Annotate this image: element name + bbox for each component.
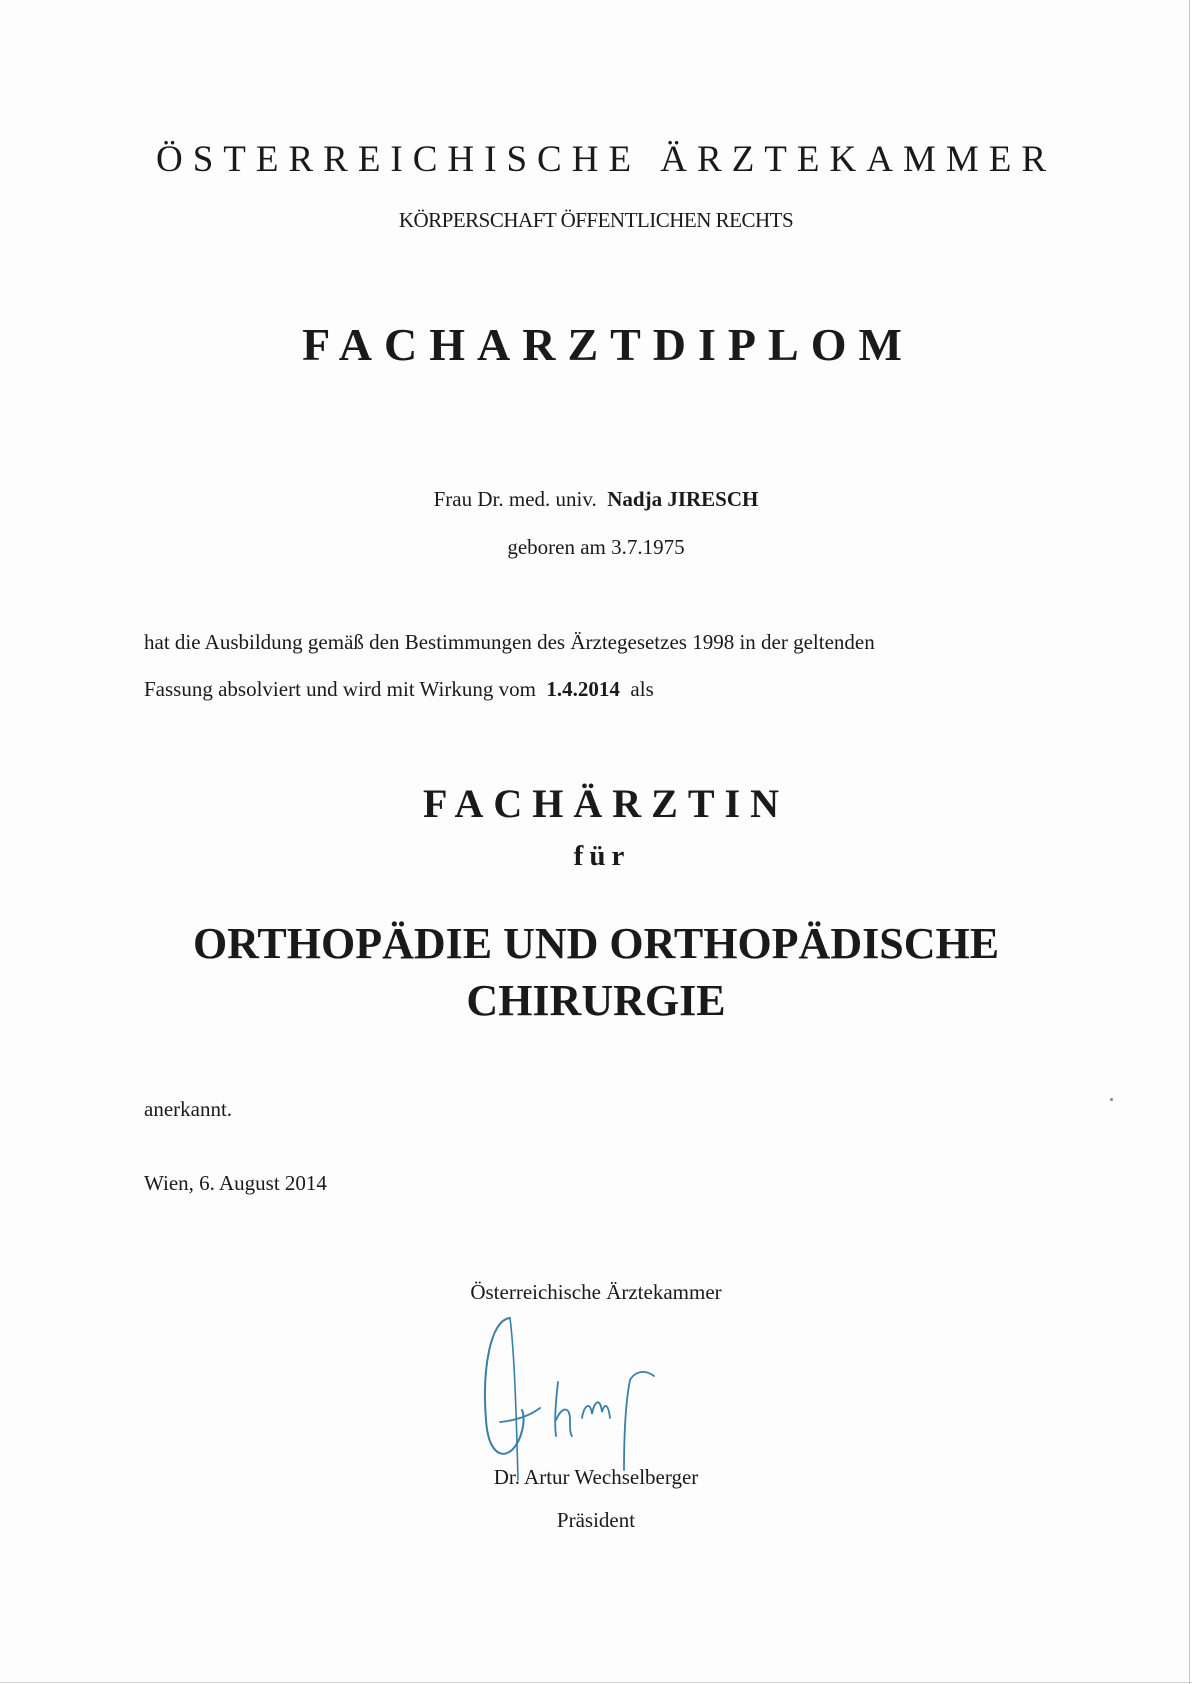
signature-stroke-h — [555, 1382, 572, 1436]
recipient-salutation: Frau Dr. med. univ. — [433, 487, 597, 511]
place-date: Wien, 6. August 2014 — [144, 1171, 327, 1195]
specialty-line-2: CHIRURGIE — [466, 976, 726, 1025]
body-line-2-text: Fassung absolviert und wird mit Wirkung vom — [144, 677, 536, 701]
signature-stroke-r — [624, 1372, 654, 1470]
signer-name: Dr. Artur Wechselberger — [493, 1465, 699, 1489]
scan-edge-right — [1189, 0, 1190, 1684]
qualification-for: für — [573, 840, 631, 872]
body-line-2 — [144, 677, 654, 702]
organization-subtitle: KÖRPERSCHAFT ÖFFENTLICHEN RECHTS — [398, 208, 794, 232]
signer-role: Präsident — [556, 1508, 636, 1532]
scan-edge-bottom — [0, 1682, 1192, 1683]
signature-stroke-stem — [510, 1318, 518, 1480]
recipient-line — [0, 487, 1192, 512]
qualification-title: FACHÄRZTIN — [423, 781, 789, 826]
signature-stroke-loop — [485, 1318, 524, 1454]
body-line-1: hat die Ausbildung gemäß den Bestimmungen des Ärztegesetzes 1998 in der geltenden — [144, 630, 875, 654]
document-title: FACHARZTDIPLOM — [302, 319, 914, 370]
signature-stroke-cross — [500, 1408, 540, 1422]
recipient-name: Nadja JIRESCH — [607, 487, 759, 511]
organization-name: ÖSTERREICHISCHE ÄRZTEKAMMER — [155, 139, 1057, 180]
signing-institution: Österreichische Ärztekammer — [470, 1280, 722, 1304]
specialty-line-1: ORTHOPÄDIE UND ORTHOPÄDISCHE — [192, 919, 1000, 968]
body-line-2-end: als — [630, 677, 654, 701]
recognized-text: anerkannt. — [144, 1097, 233, 1121]
scan-speck — [1110, 1098, 1113, 1101]
recipient-birth: geboren am 3.7.1975 — [507, 535, 685, 559]
effective-date: 1.4.2014 — [546, 677, 620, 701]
signature-stroke-m — [582, 1402, 610, 1418]
